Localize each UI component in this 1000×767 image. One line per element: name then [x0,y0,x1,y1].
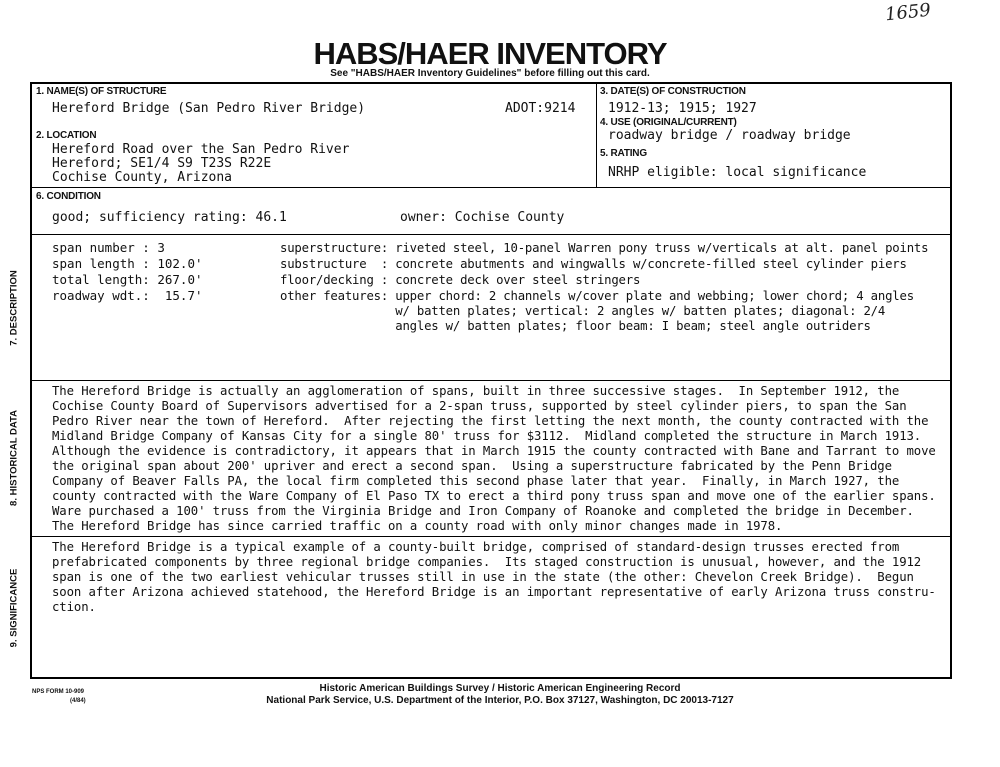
footer-line-2: National Park Service, U.S. Department of the Interior, P.O. Box 37127, Washington, DC 20013-7127 [266,695,734,706]
structure-names-value: Hereford Bridge (San Pedro River Bridge) [52,101,366,116]
historical-line: Midland Bridge Company of Kansas City for a single 80' truss for $3112. Midland completed the structure in March 1913. [52,429,922,443]
page-subtitle: See "HABS/HAER Inventory Guidelines" before filling out this card. [330,68,650,79]
rating-label: 5. RATING [600,148,647,159]
historical-line: the original span about 200' upriver and erect a second span. Using a superstructure fabricated by the Penn Bridge [52,459,892,473]
description-stat: total length: 267.0' [52,272,203,287]
divider-significance [30,536,952,537]
adot-number: ADOT:9214 [505,101,576,116]
description-stat: roadway wdt.: 15.7' [52,288,203,303]
construction-dates-value: 1912-13; 1915; 1927 [608,101,757,116]
condition-label: 6. CONDITION [36,191,101,202]
location-line: Cochise County, Arizona [52,170,233,185]
description-feature: substructure : concrete abutments and wingwalls w/concrete-filled steel cylinder piers [280,257,907,271]
historical-line: Cochise County Board of Supervisors advertised for a 2-span truss, supported by steel cylinder piers, to span the San [52,399,907,413]
handwritten-page-number: 1659 [884,0,932,26]
footer-line-1: Historic American Buildings Survey / Historic American Engineering Record [319,683,681,694]
significance-line: ction. [52,600,96,614]
historical-data-side-label: 8. HISTORICAL DATA [8,410,20,506]
divider-top-column [596,82,597,187]
structure-names-label: 1. NAME(S) OF STRUCTURE [36,86,167,97]
description-feature: w/ batten plates; vertical: 2 angles w/ batten plates; diagonal: 2/4 [280,304,886,318]
divider-condition [30,187,952,188]
historical-line: The Hereford Bridge has since carried traffic on a county road with only minor changes made in 1978. [52,519,783,533]
use-label: 4. USE (ORIGINAL/CURRENT) [600,117,737,128]
divider-description [30,234,952,235]
significance-side-label: 9. SIGNIFICANCE [8,568,20,647]
location-line: Hereford Road over the San Pedro River [52,142,350,157]
owner-value: owner: Cochise County [400,210,565,225]
location-line: Hereford; SE1/4 S9 T23S R22E [52,156,272,171]
description-stat: span number : 3 [52,240,165,255]
use-value: roadway bridge / roadway bridge [608,128,851,143]
description-feature: other features: upper chord: 2 channels w/cover plate and webbing; lower chord; 4 angles [280,289,914,303]
condition-value: good; sufficiency rating: 46.1 [52,210,287,225]
frame-bottom [30,677,952,679]
form-number: NPS FORM 10-909 [32,689,85,695]
frame-top [30,82,952,84]
significance-line: span is one of the two earliest vehicular trusses still in use in the state (the other: Chevelon Creek Bridge). Begun [52,570,914,584]
page-title: HABS/HAER INVENTORY [313,36,667,71]
significance-line: soon after Arizona achieved statehood, the Hereford Bridge is an important representative of early Arizona truss constru- [52,585,936,599]
historical-line: The Hereford Bridge is actually an agglomeration of spans, built in three successive stages. In September 1912, the [52,384,900,398]
description-feature: superstructure: riveted steel, 10-panel Warren pony truss w/verticals at alt. panel points [280,241,929,255]
historical-line: Ware purchased a 100' truss from the Virginia Bridge and Iron Company of Roanoke and completed the bridge in December. [52,504,914,518]
significance-line: The Hereford Bridge is a typical example of a county-built bridge, comprised of standard-design trusses erected from [52,540,900,554]
rating-value: NRHP eligible: local significance [608,165,867,180]
historical-line: Pedro River near the town of Hereford. After rejecting the first letting the next month, the county contracted with the [52,414,929,428]
historical-line: Although the evidence is contradictory, it appears that in March 1915 the county contracted with Bane and Tarrant to move [52,444,936,458]
historical-line: county contracted with the Ware Company of El Paso TX to erect a third pony truss span and move one of the earlier spans. [52,489,936,503]
location-label: 2. LOCATION [36,130,97,141]
construction-dates-label: 3. DATE(S) OF CONSTRUCTION [600,86,746,97]
divider-historical [30,380,952,381]
description-feature: floor/decking : concrete deck over steel stringers [280,273,641,287]
description-side-label: 7. DESCRIPTION [8,269,20,346]
form-date: (4/84) [70,698,86,704]
description-feature: angles w/ batten plates; floor beam: I beam; steel angle outriders [280,319,871,333]
significance-line: prefabricated components by three regional bridge companies. Its staged construction is unusual, however, and the 1912 [52,555,922,569]
description-stat: span length : 102.0' [52,256,203,271]
historical-line: Company of Beaver Falls PA, the local firm completed this second phase later that year. Finally, in March 1927, the [52,474,900,488]
